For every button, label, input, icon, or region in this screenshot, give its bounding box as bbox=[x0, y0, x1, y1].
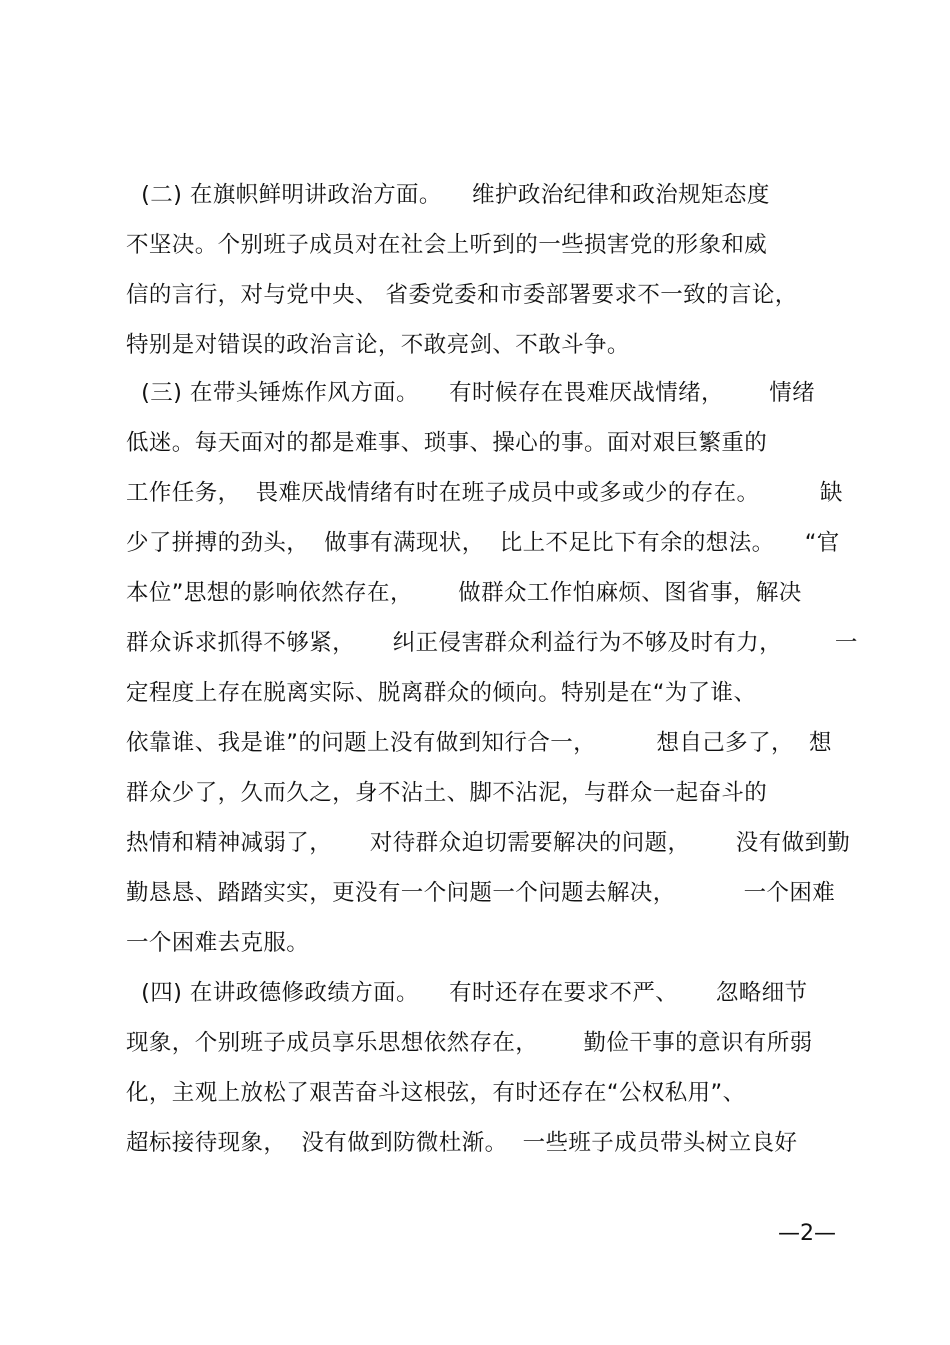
text-line: 不坚决。个别班子成员对在社会上听到的一些损害党的形象和威 bbox=[126, 232, 768, 258]
text-line: 依靠谁、我是谁”的问题上没有做到知行合一， 想自己多了， 想 bbox=[126, 730, 832, 756]
text-line: 特别是对错误的政治言论，不敢亮剑、不敢斗争。 bbox=[126, 332, 630, 358]
text-line: 群众诉求抓得不够紧， 纠正侵害群众利益行为不够及时有力， 一 bbox=[126, 630, 858, 656]
text-line: 一个困难去克服。 bbox=[126, 930, 310, 956]
text-line: 少了拼搏的劲头， 做事有满现状， 比上不足比下有余的想法。 “官 bbox=[126, 530, 840, 556]
text-line: 工作任务， 畏难厌战情绪有时在班子成员中或多或少的存在。 缺 bbox=[126, 480, 843, 506]
text-line: (三) 在带头锤炼作风方面。 有时候存在畏难厌战情绪， 情绪 bbox=[126, 380, 816, 406]
text-line: 群众少了，久而久之，身不沾土、脚不沾泥，与群众一起奋斗的 bbox=[126, 780, 768, 806]
text-line: 信的言行，对与党中央、 省委党委和市委部署要求不一致的言论， bbox=[126, 282, 798, 308]
text-line: 勤恳恳、踏踏实实，更没有一个问题一个问题去解决， 一个困难 bbox=[126, 880, 836, 906]
text-line: 热情和精神减弱了， 对待群众迫切需要解决的问题， 没有做到勤 bbox=[126, 830, 851, 856]
text-line: 超标接待现象， 没有做到防微杜渐。 一些班子成员带头树立良好 bbox=[126, 1130, 798, 1156]
page-number: —2— bbox=[778, 1221, 836, 1246]
text-line: 低迷。每天面对的都是难事、琐事、操心的事。面对艰巨繁重的 bbox=[126, 430, 768, 456]
text-line: (四) 在讲政德修政绩方面。 有时还存在要求不严、 忽略细节 bbox=[126, 980, 808, 1006]
text-line: 定程度上存在脱离实际、脱离群众的倾向。特别是在“为了谁、 bbox=[126, 680, 757, 706]
text-line: 本位”思想的影响依然存在， 做群众工作怕麻烦、图省事，解决 bbox=[126, 580, 802, 606]
text-line: 化，主观上放松了艰苦奋斗这根弦，有时还存在“公权私用”、 bbox=[126, 1080, 746, 1106]
text-line: 现象，个别班子成员享乐思想依然存在， 勤俭干事的意识有所弱 bbox=[126, 1030, 813, 1056]
text-line: (二) 在旗帜鲜明讲政治方面。 维护政治纪律和政治规矩态度 bbox=[126, 182, 770, 208]
